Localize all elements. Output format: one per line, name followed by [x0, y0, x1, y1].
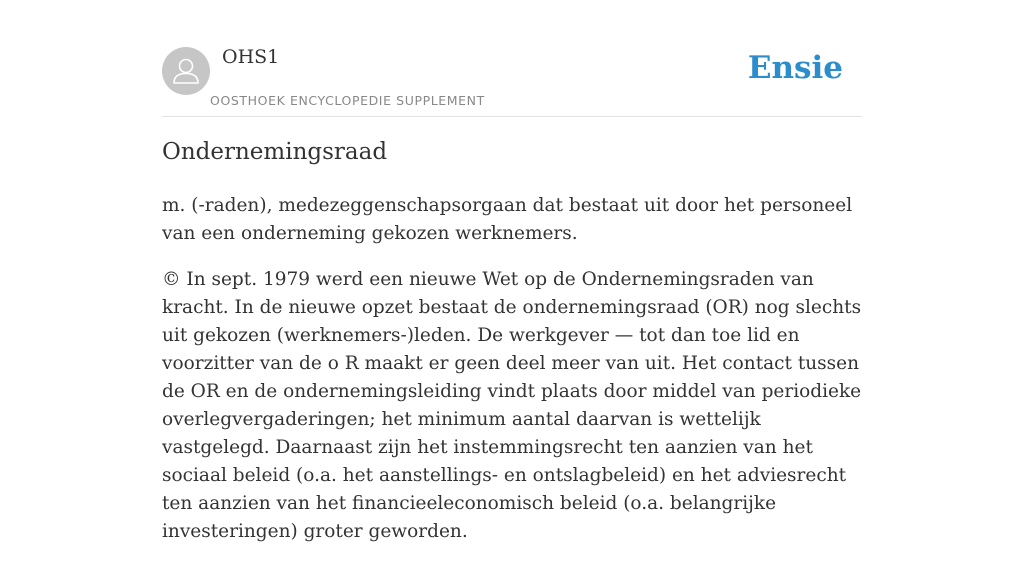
site-logo[interactable]: Ensie: [747, 50, 843, 86]
header: [162, 0, 862, 117]
avatar[interactable]: [162, 47, 210, 95]
user-name[interactable]: OHS1: [222, 46, 280, 68]
source-name[interactable]: OOSTHOEK ENCYCLOPEDIE SUPPLEMENT: [210, 93, 485, 108]
body-paragraph: © In sept. 1979 werd een nieuwe Wet op de Ondernemingsraden van kracht. In de nieuwe opzet bestaat de ondernemingsraad (OR) nog slechts uit gekozen (werknemers-)leden. De werkgever — tot dan toe lid en voorzitter van de o R maakt er geen deel meer van uit. Het contact tussen de OR en de ondernemingsleiding vindt plaats door middel van periodieke overlegvergaderingen; het minimum aantal daarvan is wettelijk vastgelegd. Daarnaast zijn het instemmingsrecht ten aanzien van het sociaal beleid (o.a. het aanstellings- en ontslagbeleid) en het adviesrecht ten aanzien van het financieeleconomisch beleid (o.a. belangrijke investeringen) groter geworden.: [162, 269, 862, 542]
definition-paragraph: m. (-raden), medezeggenschapsorgaan dat bestaat uit door het personeel van een onderneming gekozen werknemers.: [162, 195, 853, 244]
entry-content: [162, 192, 864, 564]
entry-title: Ondernemingsraad: [162, 139, 388, 165]
user-silhouette-icon: [162, 47, 210, 95]
